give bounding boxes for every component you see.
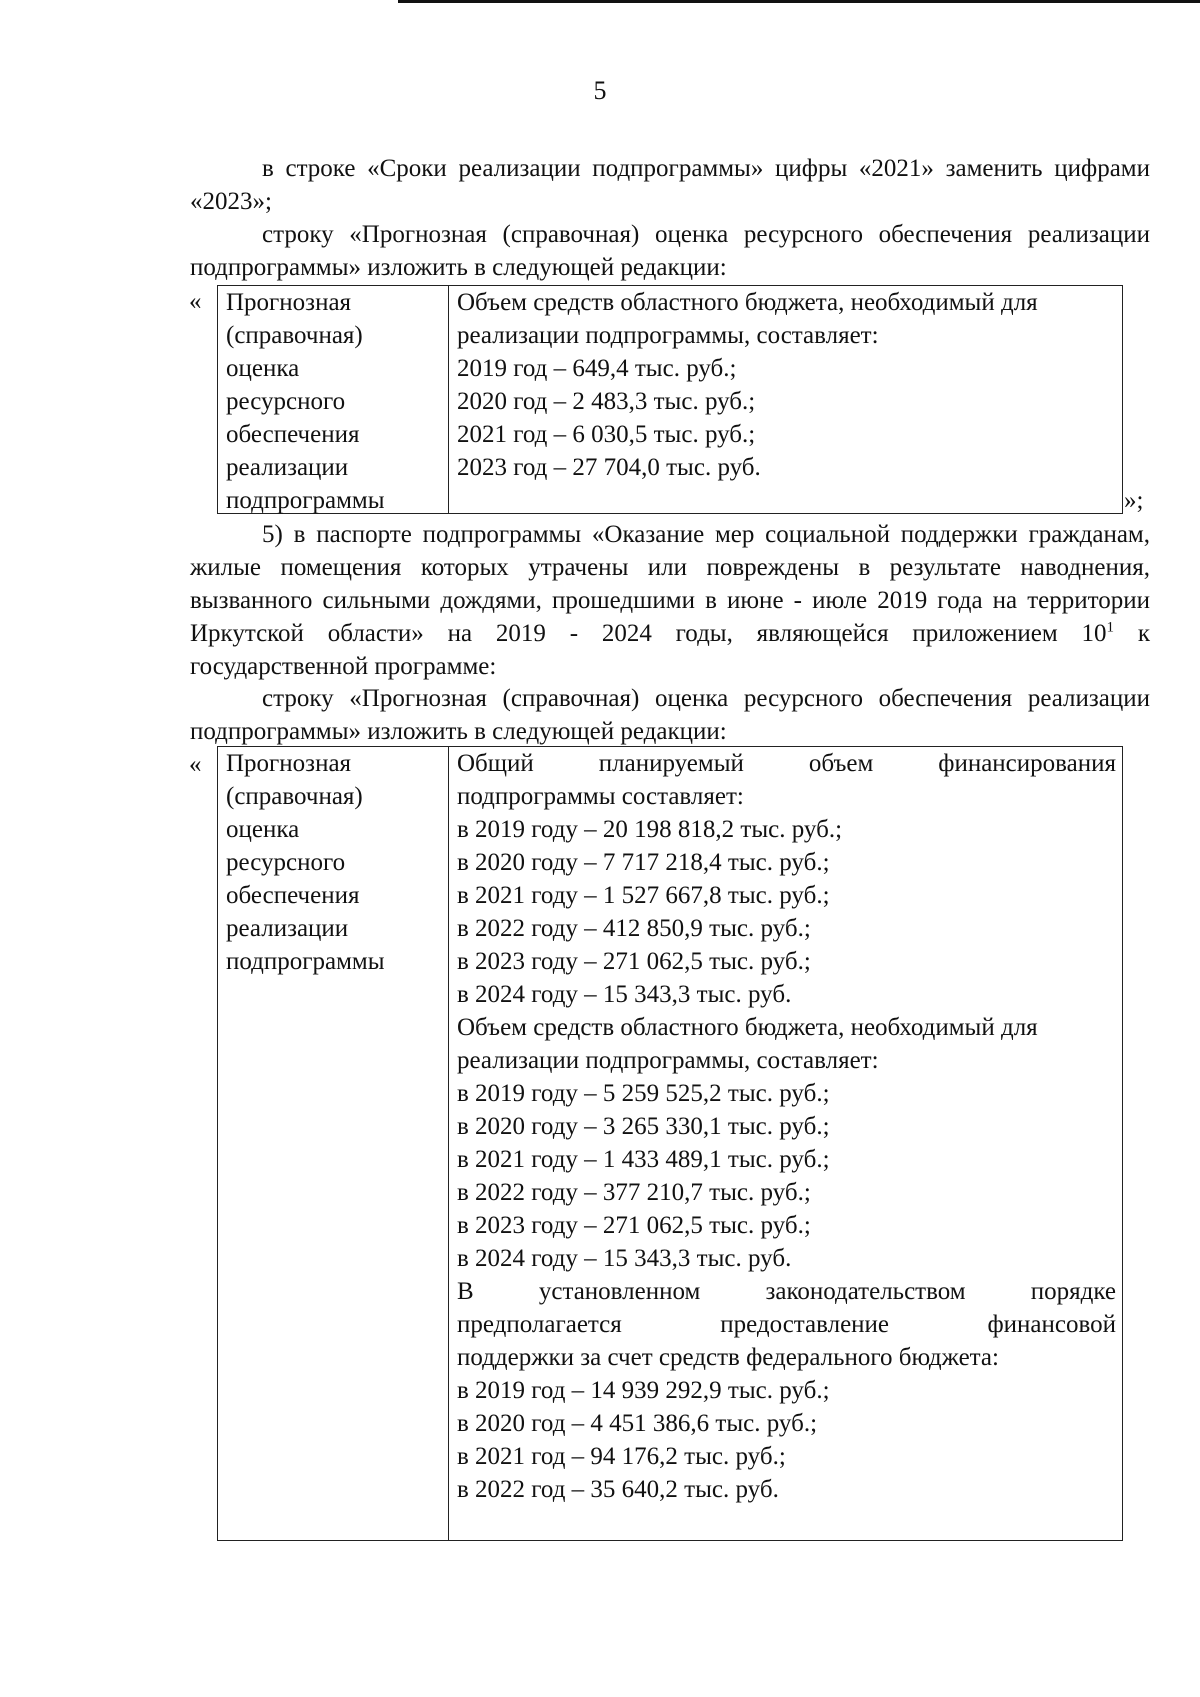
table2-value-line: Объем средств областного бюджета, необходимый для [457, 1014, 1038, 1041]
table1-value-line: реализации подпрограммы, составляет: [457, 322, 879, 349]
table1-label-line: оценка [226, 355, 300, 382]
table2-value-column [449, 747, 1122, 1540]
table2-value-line: в 2023 году – 271 062,5 тыс. руб.; [457, 948, 811, 975]
table1-label-line: Прогнозная [226, 289, 352, 316]
table1-label-line: (справочная) [226, 322, 363, 349]
paragraph-subprogram-passport-sup: 1 [1106, 619, 1115, 636]
table2-value-line: поддержки за счет средств федерального бюджета: [457, 1344, 999, 1371]
table2-value-line: в 2020 году – 7 717 218,4 тыс. руб.; [457, 849, 830, 876]
paragraph-forecast-intro-1: строку «Прогнозная (справочная) оценка ресурсного обеспечения реализации подпрограммы» изложить в следующей редакции: [190, 221, 1150, 281]
table2-value-line: в 2019 году – 5 259 525,2 тыс. руб.; [457, 1080, 830, 1107]
paragraph-subprogram-passport-text: 5) в паспорте подпрограммы «Оказание мер социальной поддержки гражданам, жилые помещения которых утрачены или повреждены в результате наводнения, вызванного сильными дождями, прошедшими в июне - июле 2019 года на территории Иркутской области» на 2019 - 2024 годы, являющейся приложением 10 [190, 521, 1150, 647]
table1-label-line: ресурсного [226, 388, 346, 415]
table2-value-line: реализации подпрограммы, составляет: [457, 1047, 879, 1074]
table1-value-line: Объем средств областного бюджета, необходимый для [457, 289, 1038, 316]
table1-value-column [449, 286, 1122, 513]
table1 [217, 285, 1123, 514]
table2-label-line: ресурсного [226, 849, 346, 876]
table2-label-line: Прогнозная [226, 750, 352, 777]
table2-quote-open: « [189, 751, 202, 778]
table2-value-line: в 2022 году – 412 850,9 тыс. руб.; [457, 915, 811, 942]
table1-label-line: обеспечения [226, 421, 360, 448]
table2 [217, 746, 1123, 1541]
table2-value-line: в 2019 году – 20 198 818,2 тыс. руб.; [457, 816, 843, 843]
paragraph-deadline-change: в строке «Сроки реализации подпрограммы» цифры «2021» заменить цифрами «2023»; [190, 155, 1150, 215]
table2-label-line: подпрограммы [226, 948, 385, 975]
table2-value-line: предполагается предоставление финансовой [457, 1311, 1116, 1338]
table2-value-line: в 2021 году – 1 527 667,8 тыс. руб.; [457, 882, 830, 909]
table2-label-line: обеспечения [226, 882, 360, 909]
table2-value-line: В установленном законодательством порядке [457, 1278, 1116, 1305]
table1-label-column [218, 286, 449, 513]
table2-value-line: в 2019 год – 14 939 292,9 тыс. руб.; [457, 1377, 830, 1404]
table1-value-line: 2023 год – 27 704,0 тыс. руб. [457, 454, 761, 481]
table2-label-column [218, 747, 449, 1540]
table1-label-line: подпрограммы [226, 487, 385, 514]
table2-value-line: в 2021 году – 1 433 489,1 тыс. руб.; [457, 1146, 830, 1173]
table1-value-line: 2020 год – 2 483,3 тыс. руб.; [457, 388, 756, 415]
table2-label-line: реализации [226, 915, 349, 942]
table1-value-line: 2021 год – 6 030,5 тыс. руб.; [457, 421, 756, 448]
table1-label-line: реализации [226, 454, 349, 481]
paragraph-subprogram-passport-tail: к государственной программе: [190, 620, 1150, 680]
paragraph-subprogram-passport [190, 518, 1150, 683]
table2-value-line: в 2024 году – 15 343,3 тыс. руб. [457, 1245, 792, 1272]
table2-label-line: оценка [226, 816, 300, 843]
table2-value-line: в 2024 году – 15 343,3 тыс. руб. [457, 981, 792, 1008]
table1-quote-open: « [189, 288, 202, 315]
table2-value-line: в 2020 году – 3 265 330,1 тыс. руб.; [457, 1113, 830, 1140]
table2-value-line: в 2021 год – 94 176,2 тыс. руб.; [457, 1443, 786, 1470]
page-number: 5 [593, 76, 607, 105]
table2-label-line: (справочная) [226, 783, 363, 810]
table2-value-line: в 2020 год – 4 451 386,6 тыс. руб.; [457, 1410, 818, 1437]
top-rule [398, 0, 1200, 3]
table2-value-line: в 2023 году – 271 062,5 тыс. руб.; [457, 1212, 811, 1239]
table2-value-line: в 2022 год – 35 640,2 тыс. руб. [457, 1476, 779, 1503]
table1-value-line: 2019 год – 649,4 тыс. руб.; [457, 355, 737, 382]
table2-value-line: в 2022 году – 377 210,7 тыс. руб.; [457, 1179, 811, 1206]
table2-value-line: подпрограммы составляет: [457, 783, 744, 810]
table1-quote-close: »; [1124, 487, 1144, 514]
paragraph-forecast-intro-2: строку «Прогнозная (справочная) оценка ресурсного обеспечения реализации подпрограммы» изложить в следующей редакции: [190, 685, 1150, 745]
table2-value-line: Общий планируемый объем финансирования [457, 750, 1116, 777]
